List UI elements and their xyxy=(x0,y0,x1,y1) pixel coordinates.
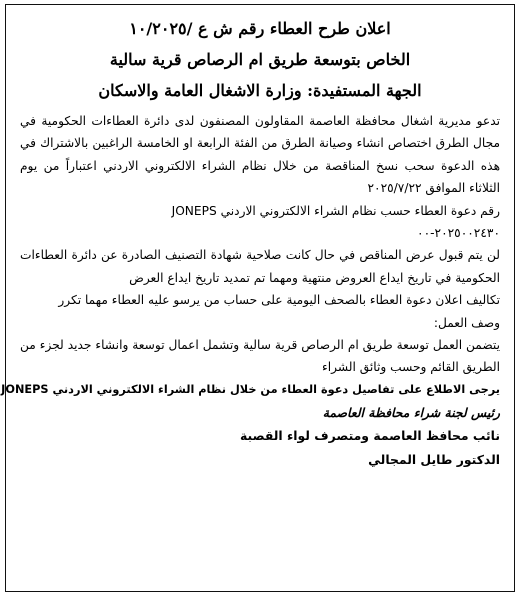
signature-position: نائب محافظ العاصمة ومتصرف لواء القصبة xyxy=(240,428,500,444)
beneficiary: الجهة المستفيدة: وزارة الاشغال العامة والاسكان xyxy=(98,81,422,100)
costs-paragraph: تكاليف اعلان دعوة العطاء بالصحف اليومية على حساب من يرسو عليه العطاء مهما تكرر xyxy=(58,293,500,308)
signature-title: رئيس لجنة شراء محافظة العاصمة xyxy=(322,404,500,420)
classification-paragraph: لن يتم قبول عرض المناقص في حال كانت صلاحية شهادة التصنيف الصادرة عن دائرة العطاءات الحكومية في تاريخ ايداع العروض منتهية ومهما تم تمديد تاريخ ايداع العرض xyxy=(20,248,500,285)
intro-paragraph: تدعو مديرية اشغال محافظة العاصمة المقاولون المصنفون لدى دائرة العطاءات الحكومية في مجال الطرق اختصاص انشاء وصيانة الطرق من الفئة الرابعة او الخامسة الراغبين بالاشتراك في هذه الدعوة سحب نسخ المناقصة من خلال نظام الشراء الالكتروني الاردني اعتباراً من يوم الثلاثاء الموافق ٢٠٢٥/٧/٢٢ xyxy=(20,114,500,196)
joneps-label: رقم دعوة العطاء حسب نظام الشراء الالكتروني الاردني JONEPS xyxy=(171,203,500,218)
tender-subject: الخاص بتوسعة طريق ام الرصاص قرية سالية xyxy=(109,50,411,69)
work-description: يتضمن العمل توسعة طريق ام الرصاص قرية سالية وتشمل اعمال توسعة وانشاء جديد لجزء من الطريق القائم وحسب وثائق الشراء xyxy=(20,338,500,375)
work-label: وصف العمل: xyxy=(433,315,500,330)
signature-block xyxy=(20,401,500,472)
tender-title: اعلان طرح العطاء رقم ش ع /١٠/٢٠٢٥ xyxy=(129,19,391,38)
joneps-number: ٢٠٢٥٠٠٢٤٣٠-٠٠ xyxy=(417,226,500,241)
announcement-frame xyxy=(1,4,515,592)
joneps-footnote: يرجى الاطلاع على تفاصيل دعوة العطاء من خلال نظام الشراء الالكتروني الاردني JONEPS xyxy=(1,382,500,396)
announcement-body xyxy=(1,110,500,401)
announcement-content xyxy=(1,13,500,471)
signature-name: الدكتور طايل المجالي xyxy=(368,451,500,467)
